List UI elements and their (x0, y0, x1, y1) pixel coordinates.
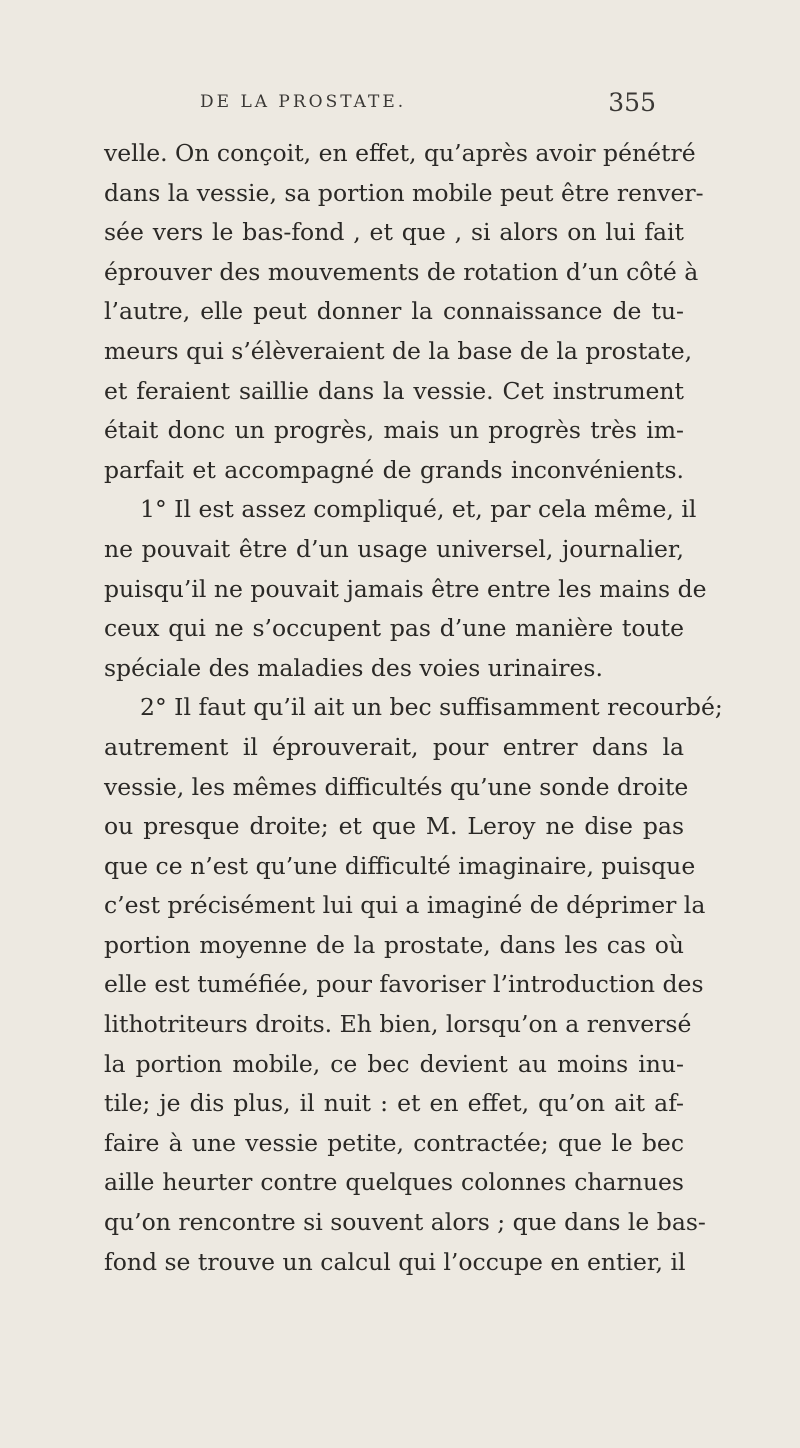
text-line: velle. On conçoit, en effet, qu’après avoir pénétré (104, 139, 696, 167)
text-line: portion moyenne de la prostate, dans les cas où (104, 930, 684, 959)
text-line: aille heurter contre quelques colonnes charnues (104, 1168, 684, 1197)
text-line: 1° Il est assez compliqué, et, par cela même, il (140, 495, 697, 524)
text-line: l’autre, elle peut donner la connaissance de tu- (104, 297, 684, 326)
text-line: parfait et accompagné de grands inconvénients. (104, 455, 684, 484)
running-title: DE LA PROSTATE. (200, 92, 407, 112)
body-text (104, 134, 723, 1282)
text-line: lithotriteurs droits. Eh bien, lorsqu’on a renversé (104, 1010, 692, 1039)
text-line: puisqu’il ne pouvait jamais être entre les mains de (104, 574, 707, 603)
text-line: sée vers le bas-fond , et que , si alors on lui fait (104, 218, 684, 247)
text-line: était donc un progrès, mais un progrès très im- (104, 416, 684, 445)
text-line: et feraient saillie dans la vessie. Cet instrument (104, 376, 684, 405)
text-line: dans la vessie, sa portion mobile peut être renver- (104, 178, 704, 207)
text-line: ou presque droite; et que M. Leroy ne dise pas (104, 812, 684, 841)
page-header (100, 88, 660, 124)
text-line: spéciale des maladies des voies urinaires. (104, 653, 603, 682)
text-line: autrement il éprouverait, pour entrer dans la (104, 732, 684, 761)
page-number: 355 (608, 88, 656, 117)
text-line: meurs qui s’élèveraient de la base de la prostate, (104, 336, 693, 365)
text-line: vessie, les mêmes difficultés qu’une sonde droite (104, 772, 689, 801)
text-line: ceux qui ne s’occupent pas d’une manière toute (104, 614, 684, 643)
text-line: ne pouvait être d’un usage universel, journalier, (104, 534, 684, 563)
text-line: que ce n’est qu’une difficulté imaginaire, puisque (104, 851, 696, 880)
text-line: c’est précisément lui qui a imaginé de déprimer la (104, 891, 706, 920)
text-line: 2° Il faut qu’il ait un bec suffisamment recourbé; (140, 693, 723, 722)
text-line: fond se trouve un calcul qui l’occupe en entier, il (104, 1247, 686, 1276)
text-line: éprouver des mouvements de rotation d’un côté à (104, 257, 699, 286)
text-line: la portion mobile, ce bec devient au moins inu- (104, 1049, 684, 1078)
text-line: faire à une vessie petite, contractée; que le bec (104, 1128, 684, 1157)
text-line: qu’on rencontre si souvent alors ; que dans le bas- (104, 1208, 706, 1237)
text-line: elle est tuméfiée, pour favoriser l’introduction des (104, 970, 704, 999)
text-line: tile; je dis plus, il nuit : et en effet, qu’on ait af- (104, 1089, 684, 1118)
